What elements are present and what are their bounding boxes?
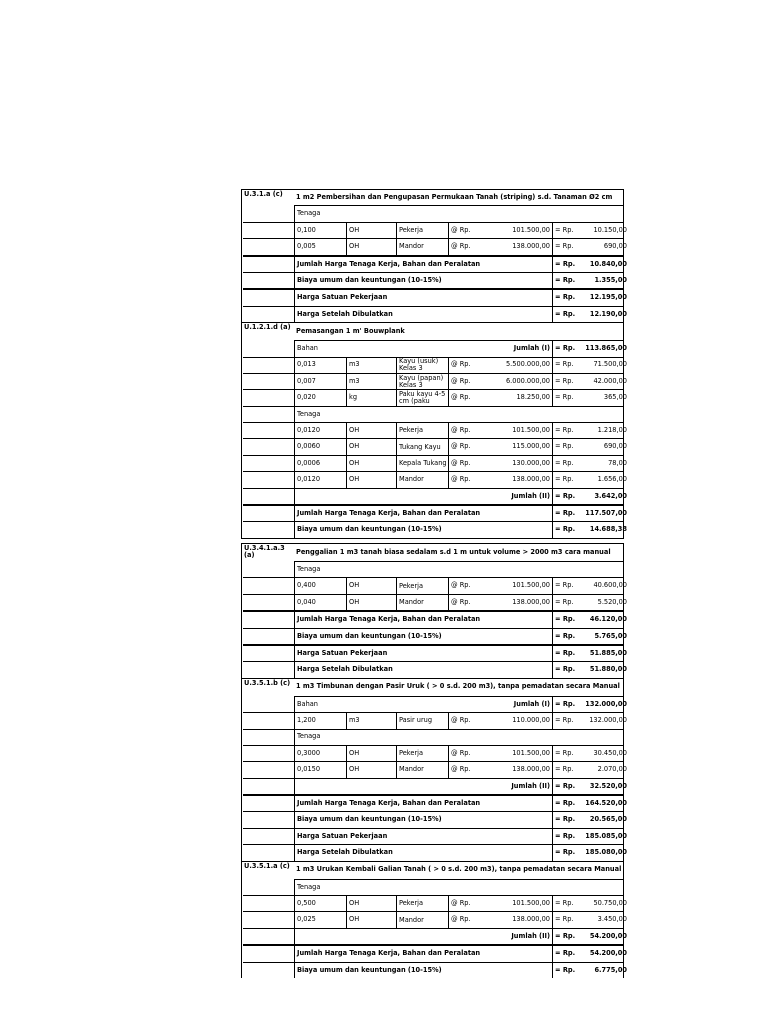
section <box>242 861 627 978</box>
subtotal-eq: = Rp. <box>555 491 576 500</box>
section-code: U.3.1.a (c) <box>244 190 283 198</box>
summary-value: 51.880,00 <box>589 665 627 674</box>
subtotal-label: Jumlah (II) <box>511 931 550 940</box>
summary-eq: = Rp. <box>555 815 576 824</box>
section-title: 1 m3 Urukan Kembali Galian Tanah ( > 0 s.d. 200 m3), tanpa pemadatan secara Manual <box>296 865 622 874</box>
section-header-row <box>242 544 623 561</box>
item-total: 10.150,00 <box>593 225 627 234</box>
table-row <box>243 504 627 521</box>
item-unit-price: 101.500,00 <box>512 581 550 590</box>
group-label: Tenaga <box>297 882 321 891</box>
summary-value: 10.840,00 <box>589 259 627 268</box>
subtotal-label: Jumlah (II) <box>511 491 550 500</box>
table-row <box>243 928 627 944</box>
item-coefficient: 1,200 <box>297 716 316 725</box>
table-row <box>243 238 627 254</box>
item-at-label: @ Rp. <box>448 239 476 254</box>
item-at-label: @ Rp. <box>448 746 476 761</box>
item-name: Mandor <box>396 595 451 610</box>
item-unit-price: 110.000,00 <box>512 716 550 725</box>
table-row <box>243 373 627 389</box>
item-coefficient: 0,025 <box>297 915 316 924</box>
item-eq: = Rp. <box>555 458 574 467</box>
item-unit-price: 101.500,00 <box>512 748 550 757</box>
item-total: 3.450,00 <box>597 915 627 924</box>
summary-label: Harga Satuan Pekerjaan <box>297 293 388 302</box>
item-total: 1.218,00 <box>597 426 627 435</box>
group-label: Tenaga <box>297 732 321 741</box>
summary-label: Jumlah Harga Tenaga Kerja, Bahan dan Peralatan <box>297 799 481 808</box>
item-eq: = Rp. <box>555 242 574 251</box>
summary-eq: = Rp. <box>555 275 576 284</box>
item-total: 50.750,00 <box>593 898 627 907</box>
item-at-label: @ Rp. <box>448 358 476 373</box>
item-name: Pekerja <box>396 423 451 438</box>
subtotal-value: 132.000,00 <box>585 699 627 708</box>
summary-label: Biaya umum dan keuntungan (10-15%) <box>297 815 442 824</box>
subtotal-value-cell <box>552 779 629 794</box>
group-label: Tenaga <box>297 564 321 573</box>
summary-label: Biaya umum dan keuntungan (10-15%) <box>297 525 442 534</box>
item-unit-price: 101.500,00 <box>512 426 550 435</box>
ahsp-table-1 <box>241 189 627 539</box>
summary-label: Harga Setelah Dibulatkan <box>297 665 393 674</box>
summary-label: Biaya umum dan keuntungan (10-15%) <box>297 965 442 974</box>
subtotal-value-cell <box>552 489 629 504</box>
item-coefficient: 0,0060 <box>297 442 321 451</box>
item-eq: = Rp. <box>555 475 574 484</box>
table-row <box>243 811 627 827</box>
item-total: 365,00 <box>603 393 627 402</box>
item-total-cell <box>552 746 629 761</box>
item-unit: OH <box>346 239 399 254</box>
summary-value: 5.765,00 <box>594 631 627 640</box>
table-row <box>243 644 627 661</box>
summary-eq: = Rp. <box>555 665 576 674</box>
summary-label: Jumlah Harga Tenaga Kerja, Bahan dan Peralatan <box>297 508 481 517</box>
table-row <box>243 438 627 454</box>
subtotal-value-cell <box>552 929 629 944</box>
item-total-cell <box>552 223 629 238</box>
summary-value-cell <box>552 796 629 811</box>
item-at-label: @ Rp. <box>448 896 476 911</box>
summary-label: Jumlah Harga Tenaga Kerja, Bahan dan Peralatan <box>297 259 481 268</box>
item-total: 690,00 <box>603 242 627 251</box>
table-row <box>243 389 627 405</box>
summary-value: 185.080,00 <box>585 848 627 857</box>
summary-value-cell <box>552 662 629 677</box>
table-row <box>243 288 627 305</box>
section-header-row <box>242 190 623 205</box>
item-unit: OH <box>346 439 399 454</box>
section-body <box>294 696 627 861</box>
table-row <box>243 962 627 978</box>
subtotal-value: 32.520,00 <box>589 781 627 790</box>
table-row <box>243 255 627 272</box>
item-eq: = Rp. <box>555 748 574 757</box>
item-total-cell <box>552 456 629 471</box>
item-unit: OH <box>346 578 399 593</box>
item-total: 1.656,00 <box>597 475 627 484</box>
summary-value: 51.885,00 <box>589 648 627 657</box>
item-at-label: @ Rp. <box>448 223 476 238</box>
summary-label: Biaya umum dan keuntungan (10-15%) <box>297 275 442 284</box>
item-at-label: @ Rp. <box>448 374 476 389</box>
subtotal-eq: = Rp. <box>555 699 576 708</box>
item-unit-price: 138.000,00 <box>512 765 550 774</box>
summary-value-cell <box>552 646 629 661</box>
item-name: Kepala Tukang <box>396 456 451 471</box>
item-eq: = Rp. <box>555 915 574 924</box>
summary-value: 12.195,00 <box>589 293 627 302</box>
table-row <box>243 729 623 745</box>
item-eq: = Rp. <box>555 426 574 435</box>
group-label: Tenaga <box>297 209 321 218</box>
table-row <box>243 272 627 288</box>
table-row <box>243 455 627 471</box>
item-name: Pasir urug <box>396 713 451 728</box>
item-total-cell <box>552 896 629 911</box>
summary-eq: = Rp. <box>555 293 576 302</box>
section-code: U.1.2.1.d (a) <box>244 323 291 332</box>
item-name: Pekerja <box>396 223 451 238</box>
section-title: 1 m2 Pembersihan dan Pengupasan Permukaan Tanah (striping) s.d. Tanaman Ø2 cm <box>296 192 613 201</box>
item-total-cell <box>552 912 629 927</box>
section-header-row <box>242 323 623 340</box>
item-name: Pekerja <box>396 896 451 911</box>
summary-eq: = Rp. <box>555 309 576 318</box>
summary-label: Biaya umum dan keuntungan (10-15%) <box>297 631 442 640</box>
item-eq: = Rp. <box>555 376 574 385</box>
item-coefficient: 0,400 <box>297 581 316 590</box>
section-code: U.3.4.1.a.3 (a) <box>244 544 285 560</box>
item-unit: OH <box>346 762 399 777</box>
summary-label: Harga Setelah Dibulatkan <box>297 848 393 857</box>
item-total-cell <box>552 390 629 405</box>
table-row <box>243 341 627 356</box>
summary-value-cell <box>552 522 629 537</box>
section-title: Penggalian 1 m3 tanah biasa sedalam s.d 1 m untuk volume > 2000 m3 cara manual <box>296 547 611 556</box>
section-body <box>294 561 627 678</box>
item-coefficient: 0,500 <box>297 898 316 907</box>
item-eq: = Rp. <box>555 581 574 590</box>
item-total-cell <box>552 239 629 254</box>
summary-eq: = Rp. <box>555 831 576 840</box>
item-total: 40.600,00 <box>593 581 627 590</box>
summary-value-cell <box>552 845 629 860</box>
item-unit: OH <box>346 746 399 761</box>
item-eq: = Rp. <box>555 360 574 369</box>
summary-label: Harga Satuan Pekerjaan <box>297 648 388 657</box>
summary-value: 1.355,00 <box>594 275 627 284</box>
item-unit: OH <box>346 472 399 487</box>
summary-value-cell <box>552 290 629 305</box>
item-total-cell <box>552 358 629 373</box>
table-row <box>243 944 627 961</box>
item-total-cell <box>552 423 629 438</box>
group-label: Tenaga <box>297 409 321 418</box>
section-body <box>294 205 627 322</box>
table-row <box>243 577 627 593</box>
item-coefficient: 0,020 <box>297 393 316 402</box>
summary-eq: = Rp. <box>555 615 576 624</box>
table-row <box>243 521 627 537</box>
subtotal-eq: = Rp. <box>555 931 576 940</box>
summary-eq: = Rp. <box>555 848 576 857</box>
item-name: Tukang Kayu <box>396 439 451 454</box>
subtotal-value-cell <box>552 341 629 356</box>
summary-value-cell <box>552 946 629 961</box>
subtotal-value: 3.642,00 <box>594 491 627 500</box>
section-body <box>294 879 627 978</box>
item-at-label: @ Rp. <box>448 762 476 777</box>
item-total-cell <box>552 595 629 610</box>
item-unit-price: 101.500,00 <box>512 225 550 234</box>
item-unit: kg <box>346 390 399 405</box>
ahsp-table-2 <box>241 543 627 978</box>
summary-value: 117.507,00 <box>585 508 627 517</box>
item-unit-price: 101.500,00 <box>512 898 550 907</box>
item-unit: m3 <box>346 713 399 728</box>
summary-eq: = Rp. <box>555 525 576 534</box>
item-name: Pekerja <box>396 746 451 761</box>
item-at-label: @ Rp. <box>448 439 476 454</box>
summary-value: 6.775,00 <box>594 965 627 974</box>
summary-value-cell <box>552 506 629 521</box>
item-name: Kayu (usuk) Kelas 3 <box>396 358 451 373</box>
item-unit: OH <box>346 595 399 610</box>
item-unit-price: 115.000,00 <box>512 442 550 451</box>
summary-value: 54.200,00 <box>589 949 627 958</box>
summary-value-cell <box>552 307 629 322</box>
section-header-row <box>242 862 623 879</box>
item-total-cell <box>552 578 629 593</box>
item-coefficient: 0,3000 <box>297 748 321 757</box>
table-row <box>243 357 627 373</box>
item-coefficient: 0,100 <box>297 225 316 234</box>
item-unit: m3 <box>346 374 399 389</box>
section <box>242 544 627 678</box>
section-title: 1 m3 Timbunan dengan Pasir Uruk ( > 0 s.d. 200 m3), tanpa pemadatan secara Manual <box>296 682 620 691</box>
subtotal-value: 54.200,00 <box>589 931 627 940</box>
item-total: 78,00 <box>608 458 627 467</box>
item-total-cell <box>552 439 629 454</box>
item-unit: OH <box>346 456 399 471</box>
item-eq: = Rp. <box>555 225 574 234</box>
table-row <box>243 697 627 712</box>
section-body <box>294 340 627 538</box>
table-row <box>243 628 627 644</box>
item-name: Pekerja <box>396 578 451 593</box>
item-total-cell <box>552 472 629 487</box>
subtotal-label: Jumlah (II) <box>511 781 550 790</box>
item-total: 2.070,00 <box>597 765 627 774</box>
item-coefficient: 0,007 <box>297 376 316 385</box>
summary-eq: = Rp. <box>555 631 576 640</box>
item-unit-price: 138.000,00 <box>512 915 550 924</box>
section <box>242 190 627 322</box>
item-coefficient: 0,0120 <box>297 426 321 435</box>
item-eq: = Rp. <box>555 597 574 606</box>
table-row <box>243 594 627 610</box>
table-row <box>243 562 623 577</box>
summary-value-cell <box>552 629 629 644</box>
table-row <box>243 306 627 322</box>
item-at-label: @ Rp. <box>448 595 476 610</box>
summary-eq: = Rp. <box>555 949 576 958</box>
item-name: Mandor <box>396 472 451 487</box>
table-row <box>243 895 627 911</box>
item-coefficient: 0,040 <box>297 597 316 606</box>
table-row <box>243 794 627 811</box>
item-name: Mandor <box>396 239 451 254</box>
item-coefficient: 0,0150 <box>297 765 321 774</box>
item-unit: OH <box>346 223 399 238</box>
summary-label: Harga Satuan Pekerjaan <box>297 831 388 840</box>
table-row <box>243 880 623 895</box>
section-code: U.3.5.1.a (c) <box>244 861 290 870</box>
summary-eq: = Rp. <box>555 508 576 517</box>
item-unit-price: 138.000,00 <box>512 242 550 251</box>
summary-label: Harga Setelah Dibulatkan <box>297 309 393 318</box>
table-row <box>243 778 627 794</box>
summary-value: 14.688,38 <box>589 525 627 534</box>
summary-eq: = Rp. <box>555 648 576 657</box>
summary-value-cell <box>552 273 629 288</box>
item-name: Kayu (papan) Kelas 3 <box>396 374 451 389</box>
item-unit: OH <box>346 423 399 438</box>
item-at-label: @ Rp. <box>448 456 476 471</box>
table-row <box>243 911 627 927</box>
item-unit: OH <box>346 912 399 927</box>
item-unit-price: 138.000,00 <box>512 597 550 606</box>
item-at-label: @ Rp. <box>448 578 476 593</box>
table-row <box>243 406 623 422</box>
summary-label: Jumlah Harga Tenaga Kerja, Bahan dan Peralatan <box>297 615 481 624</box>
item-total: 30.450,00 <box>593 748 627 757</box>
section <box>242 678 627 861</box>
item-unit-price: 138.000,00 <box>512 475 550 484</box>
table-row <box>243 222 627 238</box>
summary-eq: = Rp. <box>555 965 576 974</box>
table-row <box>243 828 627 844</box>
summary-value-cell <box>552 829 629 844</box>
item-eq: = Rp. <box>555 716 574 725</box>
item-total: 42.000,00 <box>593 376 627 385</box>
item-total-cell <box>552 762 629 777</box>
item-coefficient: 0,005 <box>297 242 316 251</box>
table-row <box>243 488 627 504</box>
subtotal-eq: = Rp. <box>555 344 576 353</box>
item-unit-price: 5.500.000,00 <box>505 360 550 369</box>
item-eq: = Rp. <box>555 393 574 402</box>
summary-eq: = Rp. <box>555 259 576 268</box>
item-coefficient: 0,0006 <box>297 458 321 467</box>
item-unit: OH <box>346 896 399 911</box>
summary-label: Jumlah Harga Tenaga Kerja, Bahan dan Peralatan <box>297 949 481 958</box>
item-unit: m3 <box>346 358 399 373</box>
summary-value-cell <box>552 612 629 627</box>
summary-value: 20.565,00 <box>589 815 627 824</box>
summary-value: 46.120,00 <box>589 615 627 624</box>
item-at-label: @ Rp. <box>448 423 476 438</box>
group-label: Bahan <box>297 699 318 708</box>
group-label: Bahan <box>297 344 318 353</box>
subtotal-label: Jumlah (I) <box>513 699 550 708</box>
item-name: Mandor <box>396 912 451 927</box>
table-row <box>243 471 627 487</box>
item-unit-price: 18.250,00 <box>516 393 550 402</box>
item-name: Mandor <box>396 762 451 777</box>
subtotal-value: 113.865,00 <box>585 344 627 353</box>
table-row <box>243 844 627 860</box>
table-row <box>243 761 627 777</box>
item-at-label: @ Rp. <box>448 472 476 487</box>
table-row <box>243 745 627 761</box>
table-row <box>243 712 627 728</box>
subtotal-eq: = Rp. <box>555 781 576 790</box>
item-eq: = Rp. <box>555 442 574 451</box>
subtotal-label: Jumlah (I) <box>513 344 550 353</box>
item-unit-price: 130.000,00 <box>512 458 550 467</box>
item-total: 71.500,00 <box>593 360 627 369</box>
table-row <box>243 610 627 627</box>
section-title: Pemasangan 1 m' Bouwplank <box>296 326 405 335</box>
item-total-cell <box>552 713 629 728</box>
item-at-label: @ Rp. <box>448 390 476 405</box>
item-eq: = Rp. <box>555 765 574 774</box>
summary-value-cell <box>552 963 629 978</box>
summary-value: 164.520,00 <box>585 799 627 808</box>
table-row <box>243 206 623 221</box>
summary-eq: = Rp. <box>555 799 576 808</box>
section <box>242 322 627 538</box>
item-total: 690,00 <box>603 442 627 451</box>
table-row <box>243 422 627 438</box>
item-coefficient: 0,013 <box>297 360 316 369</box>
item-eq: = Rp. <box>555 898 574 907</box>
item-coefficient: 0,0120 <box>297 475 321 484</box>
summary-value-cell <box>552 257 629 272</box>
item-total-cell <box>552 374 629 389</box>
item-name: Paku kayu 4-5 cm (paku <box>396 390 451 405</box>
item-at-label: @ Rp. <box>448 713 476 728</box>
section-code: U.3.5.1.b (c) <box>244 678 291 687</box>
subtotal-value-cell <box>552 697 629 712</box>
section-header-row <box>242 679 623 696</box>
item-at-label: @ Rp. <box>448 912 476 927</box>
table-row <box>243 661 627 677</box>
item-total: 132.000,00 <box>589 716 627 725</box>
summary-value: 185.085,00 <box>585 831 627 840</box>
summary-value-cell <box>552 812 629 827</box>
item-total: 5.520,00 <box>597 597 627 606</box>
summary-value: 12.190,00 <box>589 309 627 318</box>
item-unit-price: 6.000.000,00 <box>505 376 550 385</box>
